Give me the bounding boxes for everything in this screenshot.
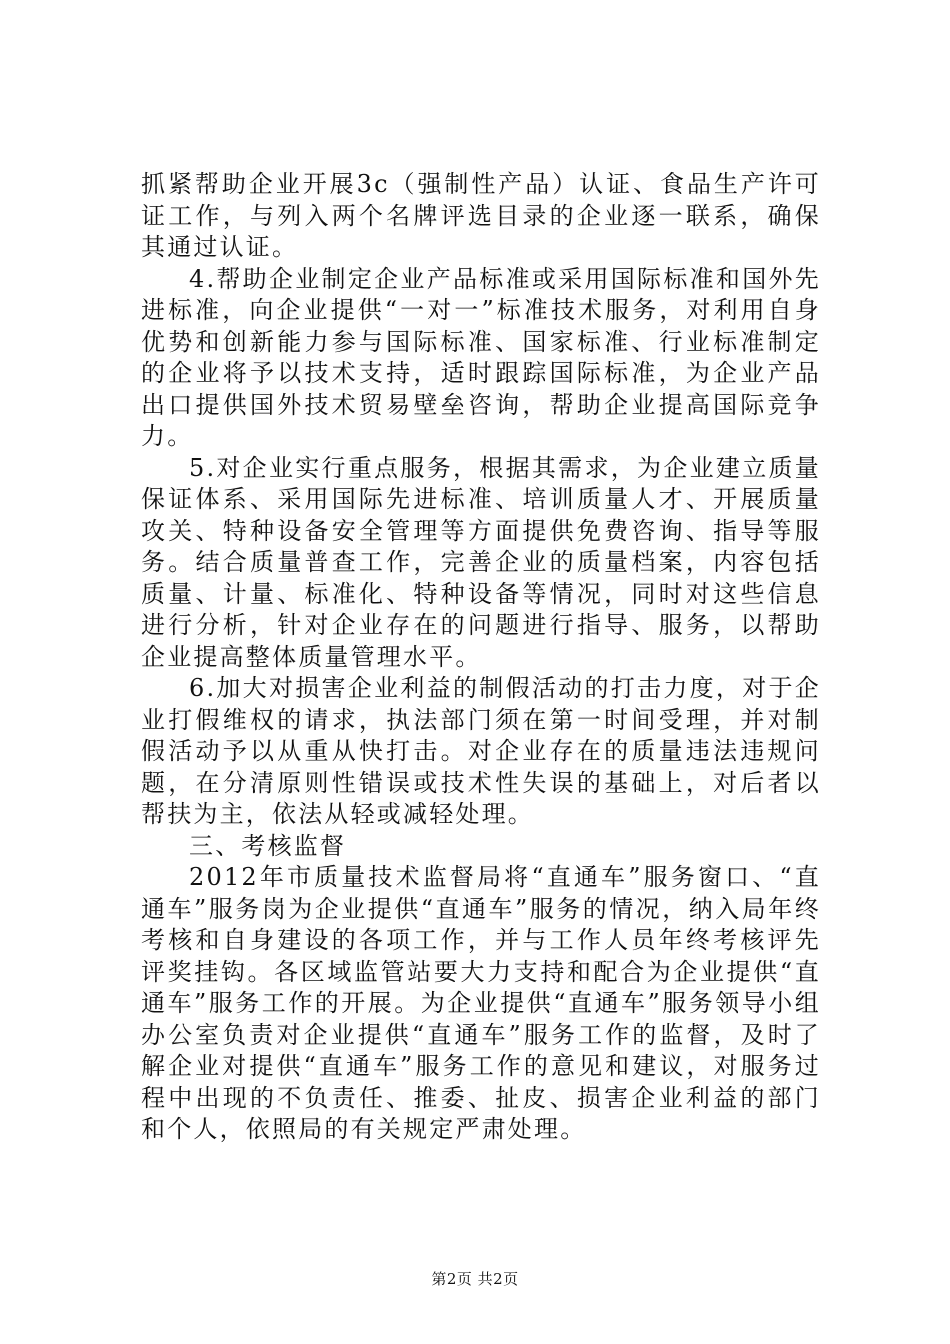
document-body	[141, 169, 821, 1146]
paragraph-item-4: 4.帮助企业制定企业产品标准或采用国际标准和国外先进标准，向企业提供“一对一”标准技术服务，对利用自身优势和创新能力参与国际标准、国家标准、行业标准制定的企业将予以技术支持，适时跟踪国际标准，为企业产品出口提供国外技术贸易壁垒咨询，帮助企业提高国际竞争力。	[141, 264, 821, 450]
paragraph-assessment: 2012年市质量技术监督局将“直通车”服务窗口、“直通车”服务岗为企业提供“直通车”服务的情况，纳入局年终考核和自身建设的各项工作，并与工作人员年终考核评先评奖挂钩。各区域监管站要大力支持和配合为企业提供“直通车”服务工作的开展。为企业提供“直通车”服务领导小组办公室负责对企业提供“直通车”服务工作的监督，及时了解企业对提供“直通车”服务工作的意见和建议，对服务过程中出现的不负责任、推委、扯皮、损害企业利益的部门和个人，依照局的有关规定严肃处理。	[141, 863, 821, 1143]
paragraph-continuation: 抓紧帮助企业开展3c（强制性产品）认证、食品生产许可证工作，与列入两个名牌评选目录的企业逐一联系，确保其通过认证。	[141, 170, 821, 261]
paragraph-item-6: 6.加大对损害企业利益的制假活动的打击力度，对于企业打假维权的请求，执法部门须在第一时间受理，并对制假活动予以从重从快打击。对企业存在的质量违法违规问题，在分清原则性错误或技术性失误的基础上，对后者以帮扶为主，依法从轻或减轻处理。	[141, 674, 821, 828]
paragraph-item-5: 5.对企业实行重点服务，根据其需求，为企业建立质量保证体系、采用国际先进标准、培训质量人才、开展质量攻关、特种设备安全管理等方面提供免费咨询、指导等服务。结合质量普查工作，完善企业的质量档案，内容包括质量、计量、标准化、特种设备等情况，同时对这些信息进行分析，针对企业存在的问题进行指导、服务，以帮助企业提高整体质量管理水平。	[141, 453, 821, 671]
page-number-footer: 第2页 共2页	[431, 1270, 519, 1288]
section-heading-assessment: 三、考核监督	[189, 831, 347, 860]
